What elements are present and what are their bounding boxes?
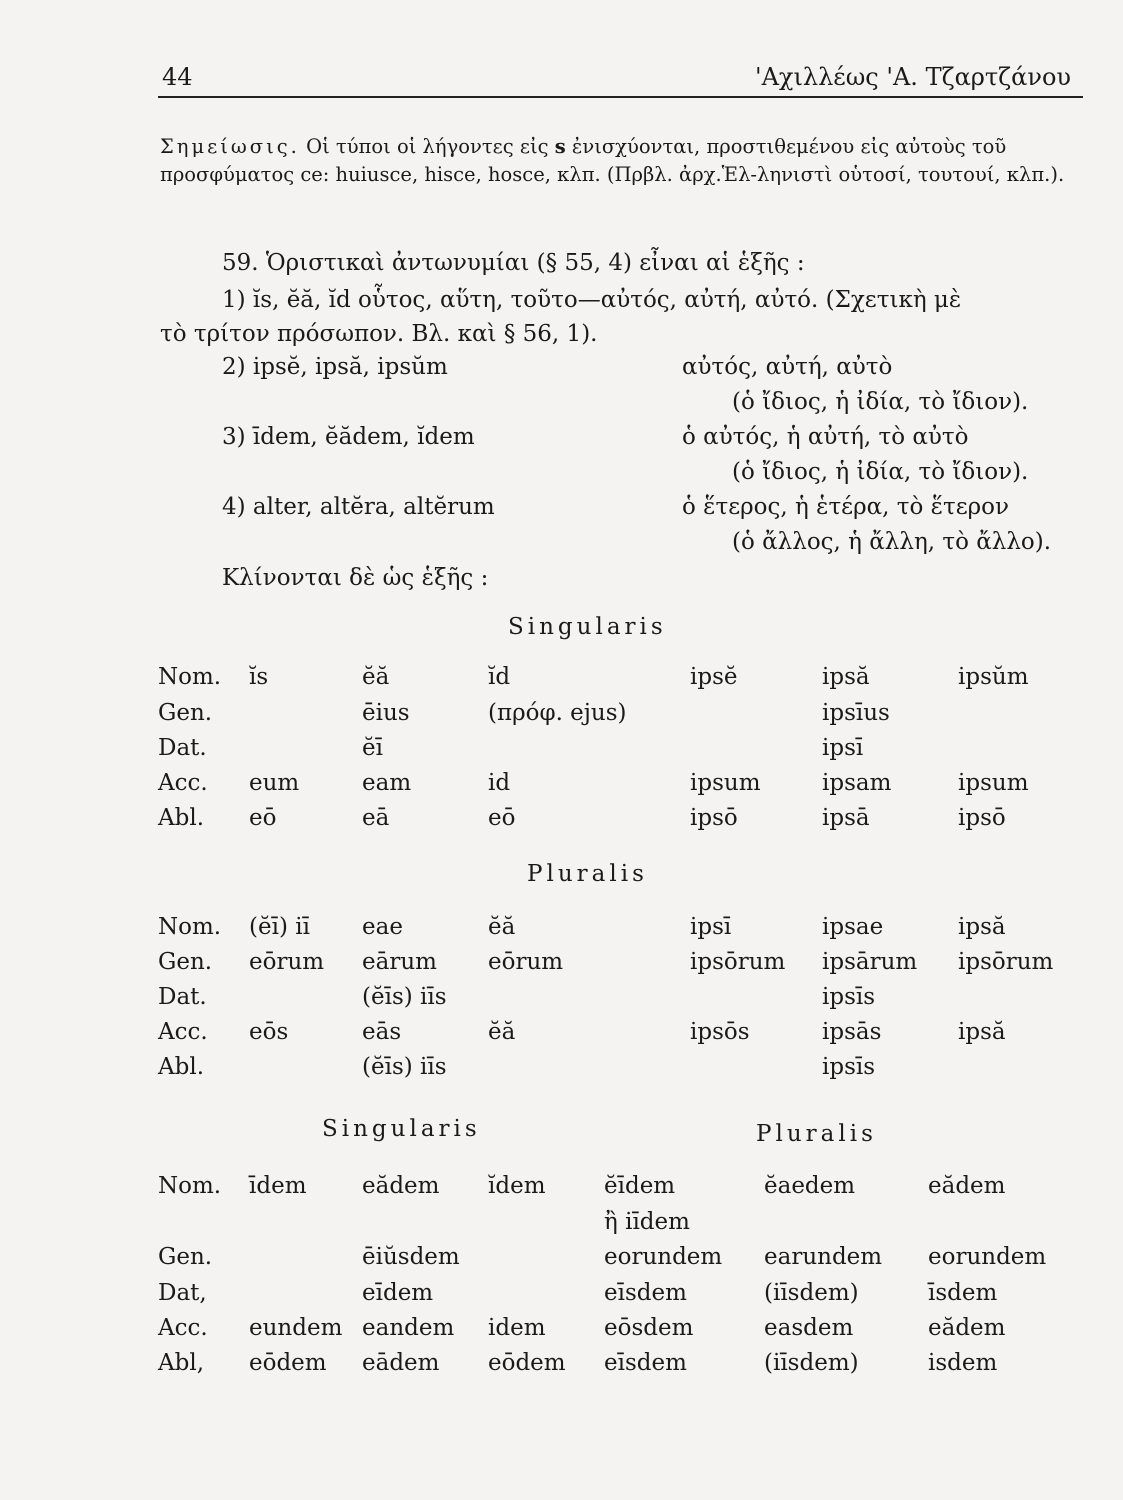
table1-sing-cell-r2-c5: ipsī (822, 735, 864, 761)
table1-plural-title: Pluralis (527, 861, 648, 887)
table1-plur-cell-r3-c6: ipsă (958, 1019, 1006, 1045)
table1-plur-cell-r0-c2: eae (362, 914, 403, 940)
table1-sing-cell-r4-c3: eō (488, 805, 516, 831)
table1-plur-cell-r4-c5: ipsīs (822, 1054, 876, 1080)
table2-cell-r4-c2: eandem (362, 1315, 455, 1341)
table2-cell-r0-c6: eădem (928, 1173, 1006, 1199)
table1-plur-cell-r3-c3: ĕă (488, 1019, 516, 1045)
table2-cell-r4-c6: eădem (928, 1315, 1006, 1341)
table1-sing-cell-r3-c3: id (488, 770, 511, 796)
table1-plur-cell-r2-c0: Dat. (158, 984, 207, 1010)
table2-cell-r2-c5: earundem (764, 1244, 883, 1270)
table1-plur-cell-r3-c4: ipsōs (690, 1019, 750, 1045)
running-header-author: 'Αχιλλέως 'Α. Τζαρτζάνου (755, 63, 1072, 91)
table1-plur-cell-r1-c4: ipsōrum (690, 949, 786, 975)
table2-cell-r0-c1: īdem (249, 1173, 307, 1199)
table1-sing-cell-r3-c1: eum (249, 770, 300, 796)
table1-sing-cell-r3-c5: ipsam (822, 770, 892, 796)
table2-cell-r4-c1: eundem (249, 1315, 343, 1341)
pronoun-idem-greek: ὁ αὐτός, ἡ αὐτή, τὸ αὐτὸ (682, 424, 969, 450)
table1-sing-cell-r0-c1: ĭs (249, 664, 269, 690)
table1-plur-cell-r0-c4: ipsī (690, 914, 732, 940)
table1-sing-cell-r4-c5: ipsā (822, 805, 870, 831)
pronoun-alter-latin: 4) alter, altĕra, altĕrum (222, 494, 495, 520)
table2-cell-r2-c0: Gen. (158, 1244, 213, 1270)
table2-cell-r2-c6: eorundem (928, 1244, 1047, 1270)
table1-plur-cell-r3-c5: ipsās (822, 1019, 882, 1045)
pronoun-line-1: 1) ĭs, ĕă, ĭd οὗτος, αὕτη, τοῦτο—αὐτός, αὐτή, αὐτό. (Σχετικὴ μὲ (222, 287, 962, 313)
table1-sing-cell-r3-c0: Acc. (158, 770, 208, 796)
table1-sing-cell-r3-c2: eam (362, 770, 412, 796)
pronoun-ipse-greek-2: (ὁ ἴδιος, ἡ ἰδία, τὸ ἴδιον). (732, 389, 1029, 415)
section-number: 59. (222, 250, 259, 276)
table1-sing-cell-r0-c4: ipsĕ (690, 664, 738, 690)
pronoun-alter-greek-2: (ὁ ἄλλος, ἡ ἄλλη, τὸ ἄλλο). (732, 529, 1052, 555)
table2-cell-r1-c4: ἢ iīdem (604, 1209, 690, 1235)
table1-plur-cell-r2-c2: (ĕīs) iīs (362, 984, 447, 1010)
table1-plur-cell-r0-c0: Nom. (158, 914, 222, 940)
page-number: 44 (162, 63, 193, 91)
table2-cell-r4-c3: idem (488, 1315, 546, 1341)
table2-singular-title: Singularis (322, 1116, 481, 1142)
table1-singular-title: Singularis (508, 614, 667, 640)
table2-cell-r0-c0: Nom. (158, 1173, 222, 1199)
table1-sing-cell-r0-c2: ĕă (362, 664, 390, 690)
note-letter: s (554, 135, 566, 158)
table1-sing-cell-r1-c3: (πρόφ. ejus) (488, 700, 627, 726)
table2-cell-r3-c0: Dat, (158, 1280, 207, 1306)
pronoun-ipse-greek: αὐτός, αὐτή, αὐτὸ (682, 354, 893, 380)
note-label: Σημείωσις. (160, 135, 300, 158)
table1-plur-cell-r2-c5: ipsīs (822, 984, 876, 1010)
table2-cell-r2-c2: ēiŭsdem (362, 1244, 460, 1270)
table1-plur-cell-r0-c5: ipsae (822, 914, 884, 940)
table1-sing-cell-r4-c6: ipsō (958, 805, 1006, 831)
note-text-2: ἐνισχύονται, προστιθεμένου εἰς αὐτοὺς τοῦ προσφύματος ce: huiusce, hisce, hosce, κλπ. (Πρβλ. ἀρχ.Ἑλ-ληνιστὶ οὑτοσί, τουτουί, κλπ.). (160, 135, 1065, 186)
table1-sing-cell-r1-c0: Gen. (158, 700, 213, 726)
pronoun-ipse-latin: 2) ipsĕ, ipsă, ipsŭm (222, 354, 448, 380)
pronoun-idem-greek-2: (ὁ ἴδιος, ἡ ἰδία, τὸ ἴδιον). (732, 459, 1029, 485)
table2-plural-title: Pluralis (756, 1121, 877, 1147)
table1-plur-cell-r0-c1: (ĕī) iī (249, 914, 310, 940)
table1-plur-cell-r3-c0: Acc. (158, 1019, 208, 1045)
header-rule (158, 96, 1083, 98)
table1-sing-cell-r4-c2: eā (362, 805, 390, 831)
table2-cell-r2-c4: eorundem (604, 1244, 723, 1270)
table1-sing-cell-r0-c5: ipsă (822, 664, 870, 690)
table1-plur-cell-r4-c0: Abl. (158, 1054, 204, 1080)
table2-cell-r3-c5: (iīsdem) (764, 1280, 859, 1306)
table2-cell-r5-c1: eōdem (249, 1350, 327, 1376)
table2-cell-r0-c5: ĕaedem (764, 1173, 856, 1199)
table1-sing-cell-r3-c4: ipsum (690, 770, 761, 796)
table1-sing-cell-r0-c3: ĭd (488, 664, 511, 690)
table2-cell-r5-c3: eōdem (488, 1350, 566, 1376)
table2-cell-r5-c2: eādem (362, 1350, 440, 1376)
pronoun-line-1b: τὸ τρίτον πρόσωπον. Βλ. καὶ § 56, 1). (160, 321, 598, 347)
table1-sing-cell-r4-c4: ipsō (690, 805, 738, 831)
table1-plur-cell-r1-c6: ipsōrum (958, 949, 1054, 975)
table1-plur-cell-r1-c0: Gen. (158, 949, 213, 975)
table2-cell-r3-c2: eīdem (362, 1280, 434, 1306)
table1-sing-cell-r1-c2: ēius (362, 700, 410, 726)
table1-sing-cell-r4-c0: Abl. (158, 805, 204, 831)
table1-plur-cell-r1-c1: eōrum (249, 949, 325, 975)
table1-sing-cell-r2-c0: Dat. (158, 735, 207, 761)
table1-sing-cell-r0-c0: Nom. (158, 664, 222, 690)
table1-plur-cell-r4-c2: (ĕīs) iīs (362, 1054, 447, 1080)
table1-plur-cell-r3-c1: eōs (249, 1019, 289, 1045)
pronoun-idem-latin: 3) īdem, ĕădem, ĭdem (222, 424, 475, 450)
table1-plur-cell-r0-c3: ĕă (488, 914, 516, 940)
table1-sing-cell-r1-c5: ipsīus (822, 700, 890, 726)
table2-cell-r5-c0: Abl, (158, 1350, 204, 1376)
table2-cell-r3-c6: īsdem (928, 1280, 998, 1306)
section-59-heading (222, 250, 805, 276)
table2-cell-r4-c4: eōsdem (604, 1315, 694, 1341)
section-title: Ὁριστικαὶ ἀντωνυμίαι (§ 55, 4) εἶναι αἱ ἑξῆς : (265, 250, 805, 276)
table2-cell-r4-c0: Acc. (158, 1315, 208, 1341)
table1-plur-cell-r1-c3: eōrum (488, 949, 564, 975)
table2-cell-r0-c4: ĕīdem (604, 1173, 676, 1199)
table1-sing-cell-r4-c1: eō (249, 805, 277, 831)
table2-cell-r0-c3: ĭdem (488, 1173, 546, 1199)
table1-plur-cell-r3-c2: eās (362, 1019, 402, 1045)
table2-cell-r5-c4: eīsdem (604, 1350, 687, 1376)
table2-cell-r5-c5: (iīsdem) (764, 1350, 859, 1376)
table1-sing-cell-r3-c6: ipsum (958, 770, 1029, 796)
table2-cell-r3-c4: eīsdem (604, 1280, 687, 1306)
table1-sing-cell-r2-c2: ĕī (362, 735, 383, 761)
table1-sing-cell-r0-c6: ipsŭm (958, 664, 1029, 690)
note-paragraph (160, 133, 1082, 189)
declension-intro: Κλίνονται δὲ ὡς ἑξῆς : (222, 565, 489, 591)
table1-plur-cell-r1-c5: ipsārum (822, 949, 918, 975)
table1-plur-cell-r0-c6: ipsă (958, 914, 1006, 940)
table2-cell-r4-c5: easdem (764, 1315, 854, 1341)
note-text-1: Οἱ τύποι οἱ λήγοντες εἰς (306, 135, 549, 158)
table2-cell-r0-c2: eădem (362, 1173, 440, 1199)
table1-plur-cell-r1-c2: eārum (362, 949, 437, 975)
table2-cell-r5-c6: isdem (928, 1350, 998, 1376)
pronoun-alter-greek: ὁ ἕτερος, ἡ ἑτέρα, τὸ ἕτερον (682, 494, 1009, 520)
